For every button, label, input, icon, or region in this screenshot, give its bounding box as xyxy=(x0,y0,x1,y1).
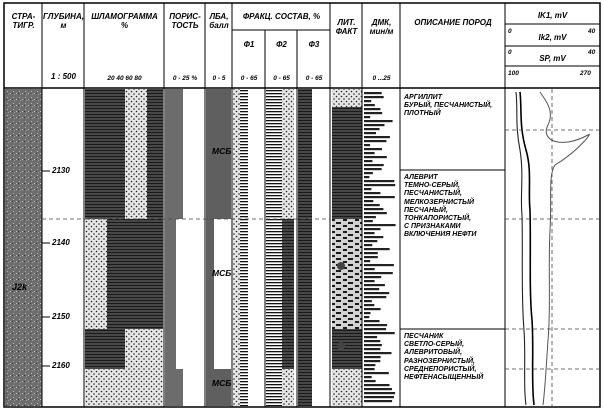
header-porosity: ПОРИС- ТОСТЬ xyxy=(169,12,201,30)
dmk-bar xyxy=(364,252,378,254)
dmk-bar xyxy=(364,348,380,350)
dmk-bar xyxy=(364,232,375,234)
dmk-bar xyxy=(364,132,376,134)
dmk-bar xyxy=(364,224,396,226)
header-shlam-ticks: 20 40 60 80 xyxy=(107,75,142,82)
header-log2: Ik2, mV xyxy=(538,33,567,42)
lba-column xyxy=(206,89,231,406)
header-log2-max: 40 xyxy=(588,49,596,56)
dmk-bar xyxy=(364,200,373,202)
dmk-bar xyxy=(364,328,386,330)
dmk-bar xyxy=(364,100,371,102)
header-lba: ЛБА, балл xyxy=(209,12,229,30)
header-log2-min: 0 xyxy=(508,49,512,56)
dmk-bar xyxy=(364,364,375,366)
dmk-bar xyxy=(364,264,394,266)
dmk-bar xyxy=(364,204,380,206)
dmk-bar xyxy=(364,276,381,278)
dmk-bar xyxy=(364,280,375,282)
dmk-bar xyxy=(364,320,380,322)
header-porosity-range: 0 - 25 % xyxy=(172,75,198,82)
header-shlamogramma: ШЛАМОГРАММА % xyxy=(91,12,158,30)
dmk-bar xyxy=(364,212,387,214)
dmk-bar xyxy=(364,128,380,130)
dmk-bar xyxy=(364,108,380,110)
msb-label: МСБ xyxy=(212,378,232,388)
depth-label: 2150 xyxy=(52,312,70,321)
depth-label: 2160 xyxy=(52,361,70,370)
header-depth: ГЛУБИНА, м xyxy=(43,12,84,30)
header-log3-min: 100 xyxy=(508,70,519,77)
dmk-bar xyxy=(364,92,382,94)
dmk-bar xyxy=(364,156,387,158)
dmk-bar xyxy=(364,248,390,250)
dmk-bar xyxy=(364,196,395,198)
dmk-bar xyxy=(364,256,378,258)
dmk-bar xyxy=(364,172,373,174)
dmk-bar xyxy=(364,388,392,390)
header-strat: СТРА- ТИГР. xyxy=(11,12,36,30)
rock-description: АРГИЛЛИТ БУРЫЙ, ПЕСЧАНИСТЫЙ, ПЛОТНЫЙ xyxy=(404,94,493,118)
header-log1-min: 0 xyxy=(508,28,512,35)
dmk-bar xyxy=(364,152,375,154)
header-dmk-range: 0 ...25 xyxy=(372,75,391,82)
dmk-bar xyxy=(364,188,371,190)
dmk-bar xyxy=(364,400,392,402)
dmk-bar xyxy=(364,376,372,378)
header-log3-max: 270 xyxy=(580,70,591,77)
dmk-bar xyxy=(364,104,375,106)
rock-description: АЛЕВРИТ ТЕМНО-СЕРЫЙ, ПЕСЧАНИСТЫЙ, МЕЛКОЗЕРНИСТЫЙ ПЕСЧАНЫЙ, ТОНКАПОРИСТЫЙ, С ПРИЗНАКАМИ ВКЛЮЧЕНИЯ НЕФТИ xyxy=(404,174,477,239)
header-lba-range: 0 - 5 xyxy=(212,75,226,82)
dmk-bar xyxy=(364,312,371,314)
dmk-bar xyxy=(364,268,375,270)
dmk-bar xyxy=(364,380,376,382)
dmk-bar xyxy=(364,148,382,150)
dmk-bar xyxy=(364,112,382,114)
header-log3: SP, mV xyxy=(539,54,566,63)
shlamogramma-column xyxy=(85,89,163,406)
dmk-bar xyxy=(364,116,370,118)
header-frac-3-range: 0 - 65 xyxy=(305,75,323,82)
dmk-bar xyxy=(364,160,372,162)
dmk-bar xyxy=(364,304,374,306)
dmk-bar xyxy=(364,220,373,222)
dmk-bar xyxy=(364,216,376,218)
dmk-bar xyxy=(364,164,384,166)
dmk-bar xyxy=(364,368,375,370)
dmk-bar xyxy=(364,288,379,290)
dmk-bar xyxy=(364,324,387,326)
dmk-bar xyxy=(364,392,395,394)
dmk-bar xyxy=(364,316,369,318)
header-frac-2: Ф2 xyxy=(276,40,287,49)
lithology-column xyxy=(332,89,362,406)
dmk-bar xyxy=(364,396,394,398)
dmk-bar xyxy=(364,308,381,310)
dmk-bar xyxy=(364,96,384,98)
dmk-bar xyxy=(364,344,382,346)
dmk-bar xyxy=(364,176,369,178)
header-frac-1-range: 0 - 65 xyxy=(240,75,258,82)
header-depth-scale: 1 : 500 xyxy=(51,72,76,81)
header-log1: IK1, mV xyxy=(537,11,568,20)
dmk-bar xyxy=(364,360,380,362)
dmk-bar xyxy=(364,372,389,374)
dmk-bar xyxy=(364,384,390,386)
header-log1-max: 40 xyxy=(588,28,596,35)
dmk-bar xyxy=(364,180,394,182)
dmk-bar xyxy=(364,144,370,146)
dmk-bar xyxy=(364,244,372,246)
dmk-bar xyxy=(364,340,380,342)
msb-label: МСБ xyxy=(212,146,232,156)
header-description: ОПИСАНИЕ ПОРОД xyxy=(414,18,492,27)
porosity-column xyxy=(165,89,203,406)
header-lithology: ЛИТ. ФАКТ xyxy=(335,18,358,36)
rock-description: ПЕСЧАНИК СВЕТЛО-СЕРЫЙ, АЛЕВРИТОВЫЙ, РАЗНОЗЕРНИСТЫЙ, СРЕДНЕПОРИСТЫЙ, НЕФТЕНАСЫЩЕННЫЙ xyxy=(404,333,484,382)
dmk-bar xyxy=(364,356,381,358)
dmk-bar xyxy=(364,260,370,262)
strat-column-fill xyxy=(5,89,42,406)
msb-label: МСБ xyxy=(212,268,232,278)
dmk-bar xyxy=(364,136,390,138)
header-frac-3: Ф3 xyxy=(308,40,320,49)
dmk-bar xyxy=(364,192,380,194)
dmk-bar xyxy=(364,336,377,338)
dmk-bar xyxy=(364,284,385,286)
dmk-bar xyxy=(364,352,392,354)
dmk-bar xyxy=(364,120,393,122)
depth-label: 2130 xyxy=(52,166,70,175)
header-frac-1: Ф1 xyxy=(243,40,255,49)
header-fractions: ФРАКЦ. СОСТАВ, % xyxy=(242,12,321,21)
dmk-bar xyxy=(364,184,395,186)
header-dmk: ДМК, мин/м xyxy=(369,18,394,36)
dmk-bar xyxy=(364,300,372,302)
dmk-bar xyxy=(364,124,385,126)
dmk-bar xyxy=(364,240,377,242)
dmk-bar xyxy=(364,292,389,294)
depth-label: 2140 xyxy=(52,238,70,247)
dmk-bar xyxy=(364,236,383,238)
strat-label: J2k xyxy=(12,282,28,292)
dmk-bar xyxy=(364,140,386,142)
fraction-columns xyxy=(233,89,326,406)
header-frac-2-range: 0 - 65 xyxy=(273,75,290,82)
dmk-bar xyxy=(364,272,393,274)
dmk-bar xyxy=(364,332,395,334)
dmk-bar xyxy=(364,208,383,210)
dmk-bar xyxy=(364,168,382,170)
dmk-bar xyxy=(364,296,386,298)
dmk-bar xyxy=(364,228,381,230)
